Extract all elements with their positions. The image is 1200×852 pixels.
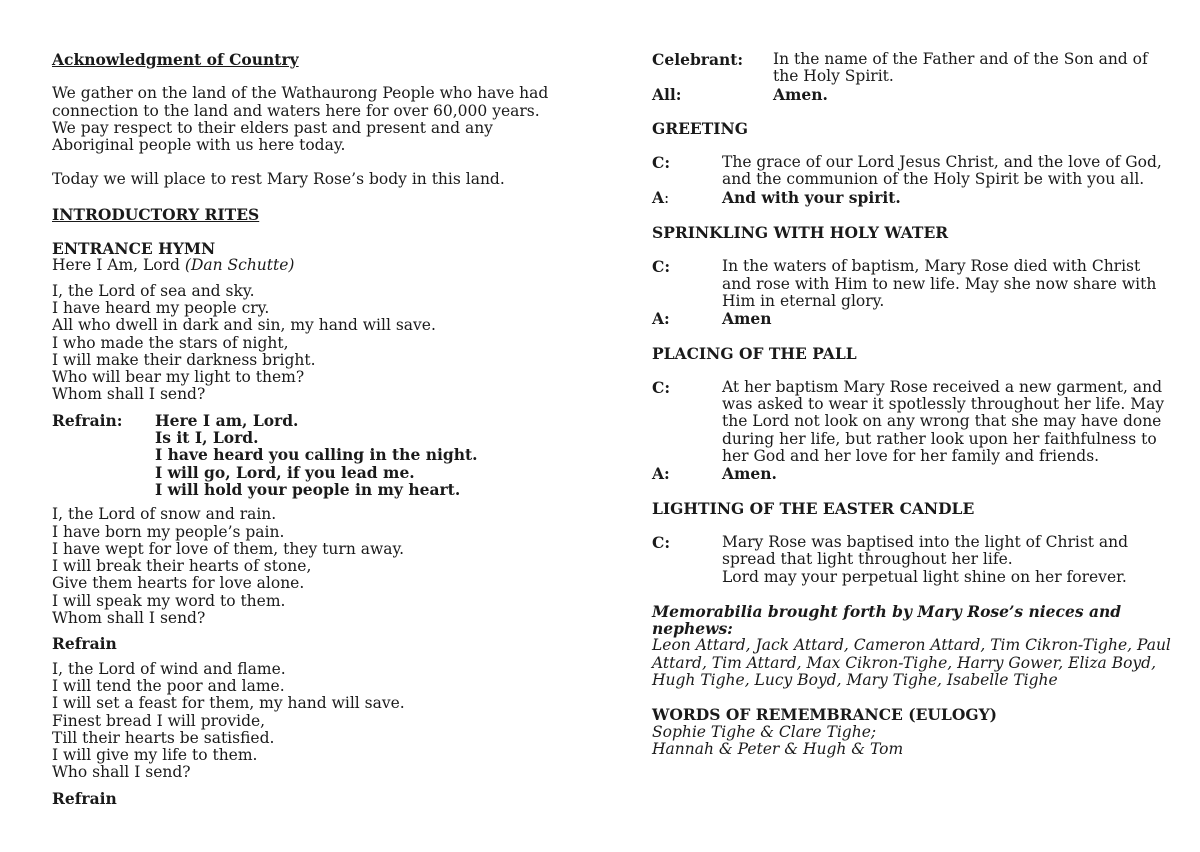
pall-c-text: At her baptism Mary Rose received a new garment, and was asked to wear it spotlessly throughout her life. May the Lord not look on any wrong that she may have done during her life, but rather look upon her faithfulness to her God and her love for her family and friends. [722,377,1165,466]
eulogy-heading: WORDS OF REMEMBRANCE (EULOGY) [652,705,997,725]
hymn-author: (Dan Schutte) [184,256,295,275]
refrain-label: Refrain: [52,410,123,430]
memorabilia-names: Leon Attard, Jack Attard, Cameron Attard, Tim Cikron-Tighe, Paul Attard, Tim Attard, Max Cikron-Tighe, Harry Gower, Eliza Boyd, Hugh Tighe, Lucy Boyd, Mary Tighe, Isabelle Tighe [652,636,1171,690]
greeting-a-label: A: [652,187,670,207]
sprinkling-a-row [652,310,1172,327]
introductory-rites-heading: INTRODUCTORY RITES [52,204,260,224]
entrance-hymn-heading: ENTRANCE HYMN [52,239,216,259]
greeting-c-row [652,154,1172,189]
pall-heading: PLACING OF THE PALL [652,343,857,363]
sprinkling-heading: SPRINKLING WITH HOLY WATER [652,223,949,243]
refrain-marker-2: Refrain [52,788,117,808]
hymn-verse-1: I, the Lord of sea and sky. I have heard my people cry. All who dwell in dark and sin, my hand will save. I who made the stars of night, I will make their darkness bright. Who will bear my light to them? Whom shall I send? [52,281,436,404]
all-label: All: [652,84,682,104]
candle-heading: LIGHTING OF THE EASTER CANDLE [652,498,975,518]
refrain-block [52,412,572,498]
pall-a-row [652,465,1172,482]
hymn-title: Here I Am, Lord [52,256,180,275]
greeting-a-row [652,189,1172,207]
right-page [652,51,1172,758]
sprinkling-c-label: C: [652,257,671,277]
candle-c-text: Mary Rose was baptised into the light of Christ and spread that light throughout her life. Lord may your perpetual light shine on her forever. [722,532,1129,586]
greeting-c-label: C: [652,153,671,173]
memorabilia-heading: Memorabilia brought forth by Mary Rose’s nieces and nephews: [652,601,1122,639]
sprinkling-a-text: Amen [722,309,772,329]
greeting-c-text: The grace of our Lord Jesus Christ, and the love of God, and the communion of the Holy Spirit be with you all. [722,153,1162,189]
sprinkling-c-text: In the waters of baptism, Mary Rose died with Christ and rose with Him to new life. May she now share with Him in eternal glory. [722,257,1157,310]
all-response: Amen. [773,84,828,104]
acknowledgment-text: We gather on the land of the Wathaurong People who have had connection to the land and waters here for over 60,000 years. We pay respect to their elders past and present and any Aboriginal people with us here today. [52,84,549,155]
hymn-verse-3: I, the Lord of wind and flame. I will tend the poor and lame. I will set a feast for them, my hand will save. Finest bread I will provide, Till their hearts be satisfied. I will give my life to them. Who shall I send? [52,659,405,782]
celebrant-text: In the name of the Father and of the Son and of the Holy Spirit. [773,50,1148,86]
all-row [652,86,1172,103]
hymn-title-line [52,257,572,274]
pall-a-text: Amen. [722,464,777,484]
sprinkling-c-row [652,258,1172,310]
rest-statement: Today we will place to rest Mary Rose’s body in this land. [52,170,505,189]
refrain-marker-1: Refrain [52,634,117,654]
refrain-lines: Here I am, Lord. Is it I, Lord. I have heard you calling in the night. I will go, Lord, if you lead me. I will hold your people in my heart. [155,410,478,499]
candle-c-label: C: [652,532,671,552]
hymn-verse-2: I, the Lord of snow and rain. I have born my people’s pain. I have wept for love of them, they turn away. I will break their hearts of stone, Give them hearts for love alone. I will speak my word to them. Whom shall I send? [52,505,405,628]
celebrant-row [652,51,1172,86]
left-page [52,51,572,807]
sprinkling-a-label: A: [652,309,670,329]
pall-c-row [652,379,1172,465]
acknowledgment-heading: Acknowledgment of Country [52,50,299,69]
celebrant-label: Celebrant: [652,50,744,69]
greeting-heading: GREETING [652,118,748,138]
candle-c-row [652,534,1172,586]
pall-c-label: C: [652,377,671,397]
greeting-a-text: And with your spirit. [722,187,901,207]
pall-a-label: A: [652,464,670,484]
eulogy-speakers: Sophie Tighe & Clare Tighe; Hannah & Peter & Hugh & Tom [652,722,904,758]
